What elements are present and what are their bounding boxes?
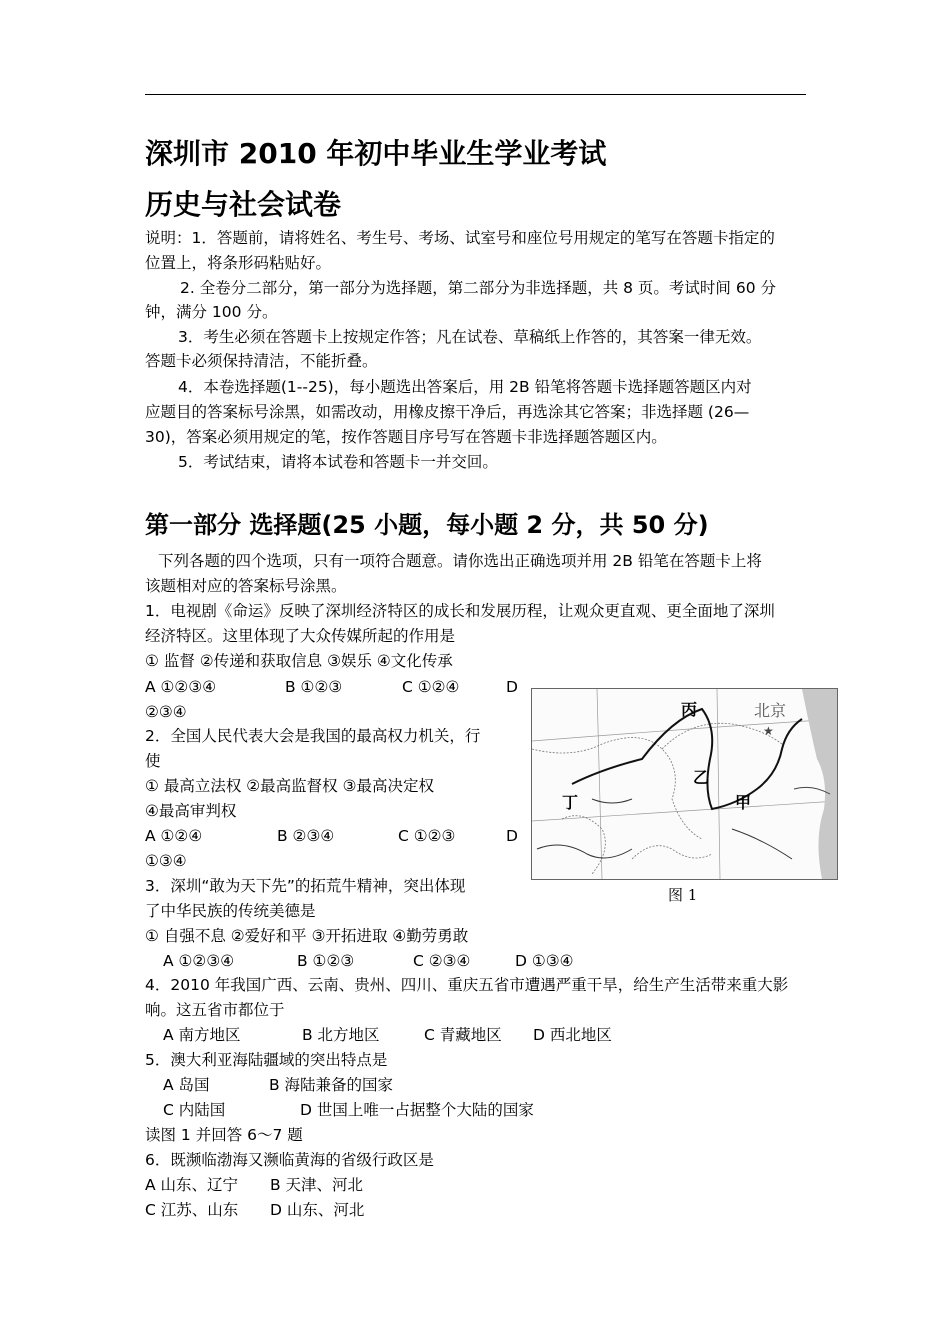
instruction-line: 钟，满分 100 分。 — [145, 303, 278, 321]
q3-option-b: B ①②③ — [297, 952, 355, 970]
instruction-line: 30)，答案必须用规定的笔，按作答题目序号写在答题卡非选择题答题区内。 — [145, 428, 667, 446]
q1-option-c: C ①②④ — [402, 678, 460, 696]
q6-option-b: B 天津、河北 — [270, 1176, 364, 1194]
q1-option-d-text: ②③④ — [145, 703, 187, 721]
q1-option-d: D — [506, 678, 518, 696]
map-label-jia: 甲 — [735, 793, 752, 812]
q5-option-c: C 内陆国 — [163, 1101, 226, 1119]
header-rule — [145, 94, 806, 95]
instruction-line: 答题卡必须保持清洁，不能折叠。 — [145, 352, 378, 370]
instruction-line: 2. 全卷分二部分，第一部分为选择题，第二部分为非选择题，共 8 页。考试时间 60 分 — [180, 279, 777, 297]
part1-intro: 下列各题的四个选项，只有一项符合题意。请你选出正确选项并用 2B 铅笔在答题卡上将 — [158, 552, 762, 570]
instruction-line: 应题目的答案标号涂黑，如需改动，用橡皮擦干净后，再选涂其它答案；非选择题 (26— — [145, 403, 750, 421]
q2-stem: 2．全国人民代表大会是我国的最高权力机关，行 — [145, 727, 481, 745]
q3-items: ① 自强不息 ②爱好和平 ③开拓进取 ④勤劳勇敢 — [145, 927, 469, 945]
exam-title: 深圳市 2010 年初中毕业生学业考试 — [145, 137, 607, 170]
q4-option-c: C 青藏地区 — [424, 1026, 502, 1044]
q4-option-d: D 西北地区 — [533, 1026, 612, 1044]
q2-option-a: A ①②④ — [145, 827, 203, 845]
q5-option-a: A 岛国 — [163, 1076, 210, 1094]
q3-stem: 3．深圳“敢为天下先”的拓荒牛精神，突出体现 — [145, 877, 466, 895]
q1-option-a: A ①②③④ — [145, 678, 217, 696]
map-label-beijing: 北京 — [754, 701, 787, 720]
q2-items: ① 最高立法权 ②最高监督权 ③最高决定权 — [145, 777, 434, 795]
q6-option-c: C 江苏、山东 — [145, 1201, 239, 1219]
q3-stem: 了中华民族的传统美德是 — [145, 902, 316, 920]
sea-area — [802, 689, 837, 879]
q2-option-d: D — [506, 827, 518, 845]
q2-option-d-text: ①③④ — [145, 852, 187, 870]
q3-option-c: C ②③④ — [413, 952, 471, 970]
q5-stem: 5．澳大利亚海陆疆域的突出特点是 — [145, 1051, 388, 1069]
q4-option-a: A 南方地区 — [163, 1026, 241, 1044]
map-label-yi: 乙 — [693, 768, 710, 787]
figure-caption: 图 1 — [668, 886, 698, 904]
q1-option-b: B ①②③ — [285, 678, 343, 696]
q4-stem: 4．2010 年我国广西、云南、贵州、四川、重庆五省市遭遇严重干旱，给生产生活带来重大影 — [145, 976, 789, 994]
q1-stem: 1．电视剧《命运》反映了深圳经济特区的成长和发展历程，让观众更直观、更全面地了深圳 — [145, 602, 775, 620]
instruction-line: 4．本卷选择题(1--25)，每小题选出答案后，用 2B 铅笔将答题卡选择题答题区内对 — [178, 378, 752, 396]
exam-subtitle: 历史与社会试卷 — [145, 188, 342, 221]
coastline — [794, 787, 830, 794]
q1-stem: 经济特区。这里体现了大众传媒所起的作用是 — [145, 627, 456, 645]
beijing-star-icon: ★ — [763, 724, 774, 738]
q6-option-d: D 山东、河北 — [270, 1201, 365, 1219]
q6-option-a: A 山东、辽宁 — [145, 1176, 239, 1194]
q5-option-b: B 海陆兼备的国家 — [269, 1076, 394, 1094]
q1-items: ① 监督 ②传递和获取信息 ③娱乐 ④文化传承 — [145, 652, 453, 670]
figure-1-map — [531, 688, 838, 880]
part1-heading: 第一部分 选择题(25 小题，每小题 2 分，共 50 分) — [145, 511, 709, 539]
part1-intro: 该题相对应的答案标号涂黑。 — [145, 577, 347, 595]
q4-stem: 响。这五省市都位于 — [145, 1001, 285, 1019]
instruction-line: 5．考试结束，请将本试卷和答题卡一并交回。 — [178, 453, 498, 471]
instruction-line: 位置上，将条形码粘贴好。 — [145, 254, 332, 272]
q2-option-b: B ②③④ — [277, 827, 335, 845]
map-label-bing: 丙 — [681, 700, 698, 719]
instruction-line: 3．考生必须在答题卡上按规定作答；凡在试卷、草稿纸上作答的，其答案一律无效。 — [178, 328, 762, 346]
q5-option-d: D 世国上唯一占据整个大陆的国家 — [300, 1101, 534, 1119]
map-label-ding: 丁 — [562, 793, 579, 812]
read-map-instruction: 读图 1 并回答 6～7 题 — [145, 1126, 303, 1144]
q3-option-a: A ①②③④ — [163, 952, 235, 970]
q2-stem: 使 — [145, 752, 161, 770]
q2-option-c: C ①②③ — [398, 827, 456, 845]
q4-option-b: B 北方地区 — [302, 1026, 380, 1044]
instruction-line: 说明：1．答题前，请将姓名、考生号、考场、试室号和座位号用规定的笔写在答题卡指定的 — [145, 229, 775, 247]
q6-stem: 6．既濒临渤海又濒临黄海的省级行政区是 — [145, 1151, 434, 1169]
q3-option-d: D ①③④ — [515, 952, 574, 970]
q2-items: ④最高审判权 — [145, 802, 237, 820]
